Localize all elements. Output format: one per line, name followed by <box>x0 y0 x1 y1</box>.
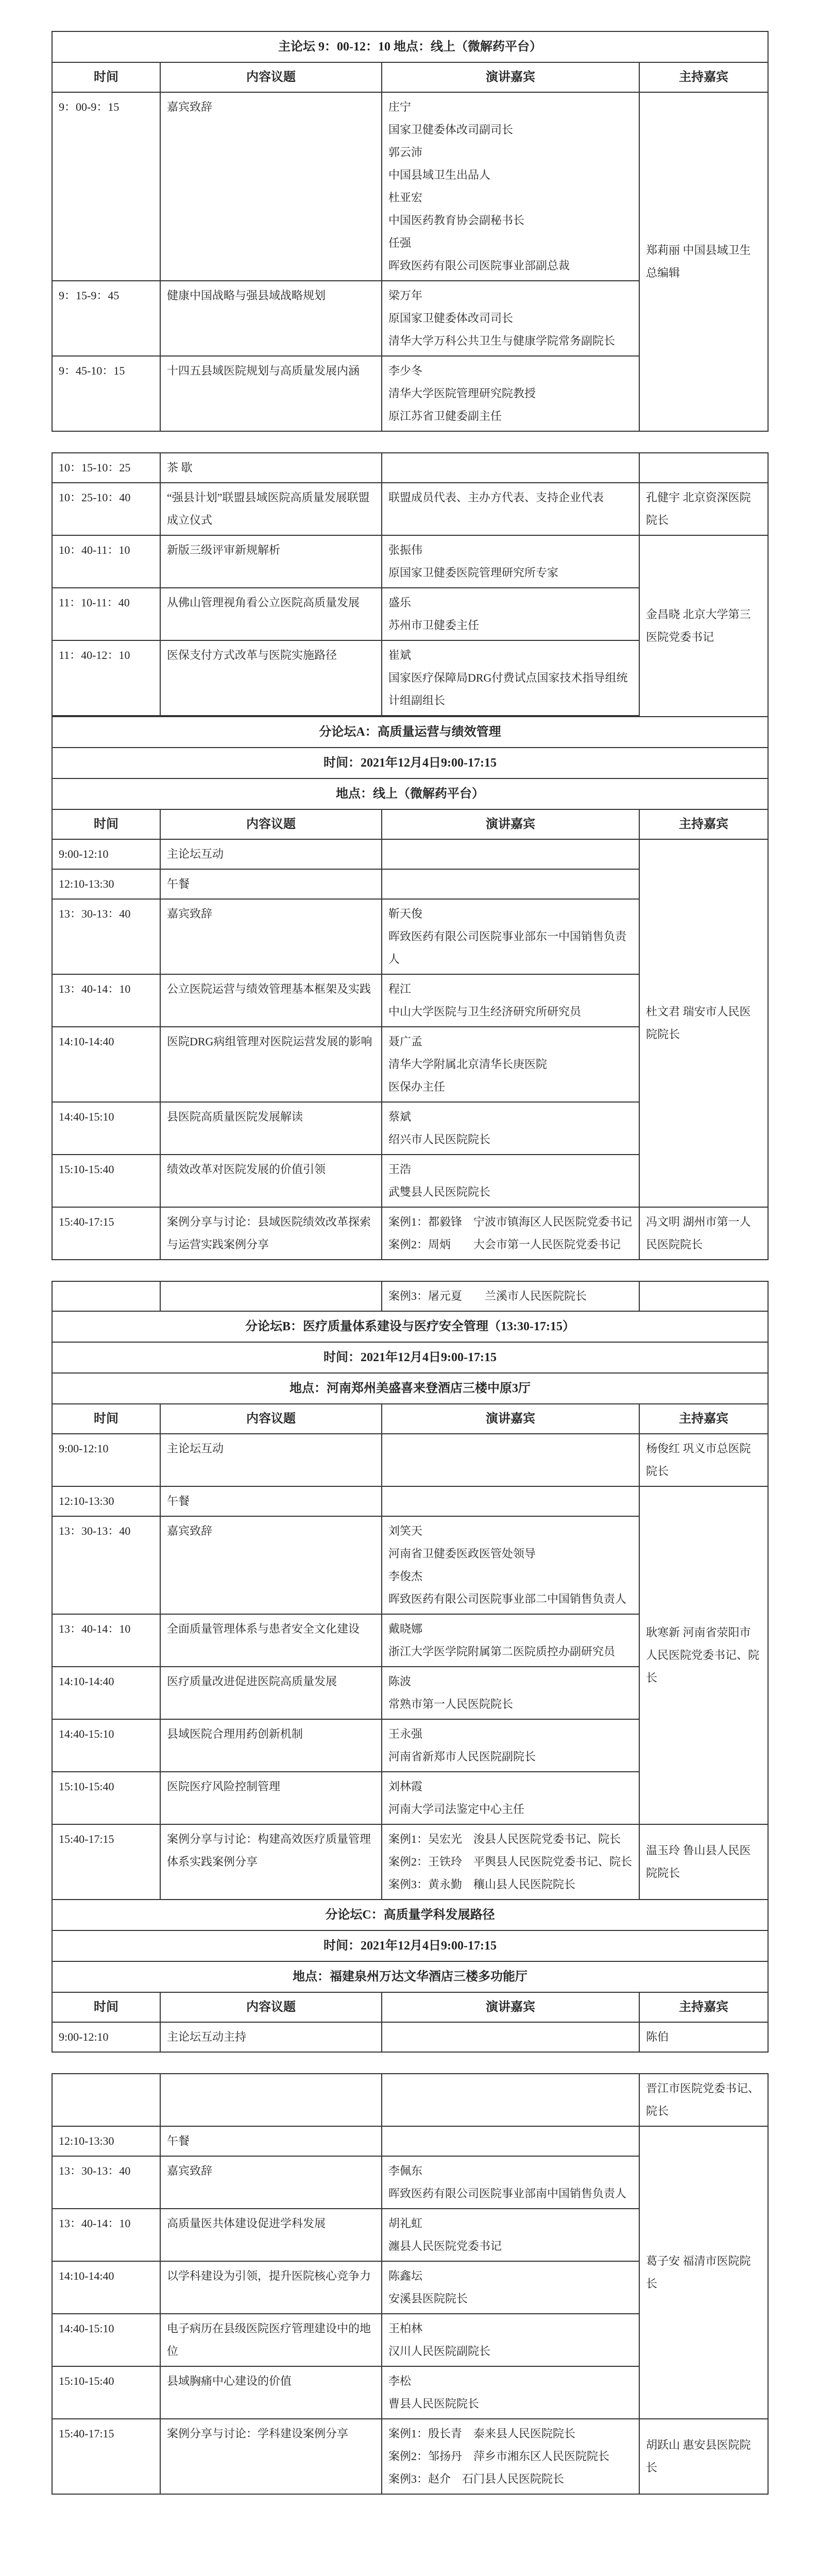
page-gap <box>52 1260 768 1281</box>
col-time: 时间 <box>52 1404 160 1434</box>
row-speaker: 胡礼虹 瀍县人民医院党委书记 <box>382 2209 639 2261</box>
row-speaker: 崔斌 国家医疗保障局DRG付费试点国家技术指导组统计组副组长 <box>382 640 639 716</box>
row-topic: 十四五县域医院规划与高质量发展内涵 <box>160 356 382 431</box>
col-topic: 内容议题 <box>160 1404 382 1434</box>
row-host: 冯文明 湖州市第一人民医院院长 <box>639 1207 768 1260</box>
row-speaker: 案例1：都毅锋 宁波市镇海区人民医院党委书记 案例2：周炳 大会市第一人民医院党委书记 <box>382 1207 639 1260</box>
agenda-page <box>52 31 768 2495</box>
forum-c-time: 时间：2021年12月4日9:00-17:15 <box>52 1930 768 1961</box>
forum-c-title: 分论坛C：高质量学科发展路径 <box>52 1900 768 1930</box>
row-time: 9:00-12:10 <box>52 1434 160 1486</box>
table-row <box>52 1824 768 1900</box>
row-speaker <box>382 869 639 899</box>
row-host: 温玉玲 鲁山县人民医院院长 <box>639 1824 768 1900</box>
row-topic <box>160 1281 382 1311</box>
row-topic: 主论坛互动 <box>160 839 382 869</box>
table-row <box>52 483 768 535</box>
forum-b-title: 分论坛B：医疗质量体系建设与医疗安全管理（13:30-17:15） <box>52 1311 768 1342</box>
table-row <box>52 1207 768 1260</box>
col-host: 主持嘉宾 <box>639 1404 768 1434</box>
row-time: 9:00-12:10 <box>52 2022 160 2052</box>
col-time: 时间 <box>52 809 160 839</box>
row-speaker: 庄宁 国家卫健委体改司副司长 郭云沛 中国县域卫生出品人 杜亚宏 中国医药教育协会副秘书长 任强 晖致医药有限公司医院事业部副总裁 <box>382 92 639 281</box>
col-topic: 内容议题 <box>160 62 382 92</box>
main-forum-title: 主论坛 9：00-12：10 地点：线上（微解药平台） <box>52 31 768 62</box>
row-time: 14:40-15:10 <box>52 2314 160 2366</box>
blank-cell <box>382 2074 639 2126</box>
table-row <box>52 2022 768 2052</box>
row-time: 10：40-11：10 <box>52 535 160 588</box>
row-speaker <box>382 2126 639 2156</box>
row-host: 晋江市医院党委书记、院长 <box>639 2074 768 2126</box>
table-row <box>52 1281 768 1311</box>
forum-b-time: 时间：2021年12月4日9:00-17:15 <box>52 1342 768 1373</box>
row-speaker: 王永强 河南省新郑市人民医院副院长 <box>382 1719 639 1772</box>
row-speaker: 梁万年 原国家卫健委体改司司长 清华大学万科公共卫生与健康学院常务副院长 <box>382 281 639 356</box>
blank-cell <box>52 2074 160 2126</box>
row-speaker: 陈波 常熟市第一人民医院院长 <box>382 1667 639 1719</box>
row-time: 10：15-10：25 <box>52 453 160 483</box>
row-time: 9：15-9：45 <box>52 281 160 356</box>
row-speaker: 李少冬 清华大学医院管理研究院教授 原江苏省卫健委副主任 <box>382 356 639 431</box>
row-time: 15:40-17:15 <box>52 1207 160 1260</box>
forum-b-place: 地点：河南郑州美盛喜来登酒店三楼中原3厅 <box>52 1373 768 1404</box>
row-topic: 茶 歇 <box>160 453 382 483</box>
row-time: 13：30-13：40 <box>52 1516 160 1614</box>
row-host: 杜文君 瑞安市人民医院院长 <box>639 839 768 1207</box>
row-speaker: 盛乐 苏州市卫健委主任 <box>382 588 639 640</box>
row-speaker: 案例3：屠元夏 兰溪市人民医院院长 <box>382 1281 639 1311</box>
row-speaker <box>382 839 639 869</box>
row-time: 15:10-15:40 <box>52 1772 160 1824</box>
col-speaker: 演讲嘉宾 <box>382 1404 639 1434</box>
table-row <box>52 1434 768 1486</box>
forum-a-time: 时间：2021年12月4日9:00-17:15 <box>52 748 768 778</box>
row-time: 10：25-10：40 <box>52 483 160 535</box>
table-row <box>52 92 768 281</box>
table-row <box>52 1486 768 1516</box>
row-speaker: 案例1：殷长青 泰来县人民医院院长 案例2：邹扬丹 萍乡市湘东区人民医院院长 案例3：赵介 石门县人民医院院长 <box>382 2419 639 2494</box>
row-topic: 以学科建设为引领，提升医院核心竞争力 <box>160 2261 382 2314</box>
row-time: 15:10-15:40 <box>52 1155 160 1207</box>
row-speaker: 李佩东 晖致医药有限公司医院事业部南中国销售负责人 <box>382 2156 639 2209</box>
row-host: 孔健宇 北京资深医院院长 <box>639 483 768 535</box>
row-time: 13：40-14：10 <box>52 2209 160 2261</box>
row-time: 12:10-13:30 <box>52 1486 160 1516</box>
col-speaker: 演讲嘉宾 <box>382 62 639 92</box>
page-gap <box>52 432 768 452</box>
forum-a-place: 地点：线上（微解药平台） <box>52 778 768 809</box>
row-speaker: 刘林霞 河南大学司法鉴定中心主任 <box>382 1772 639 1824</box>
row-time <box>52 1281 160 1311</box>
row-topic: 嘉宾致辞 <box>160 1516 382 1614</box>
forum-c-table <box>52 2073 769 2495</box>
row-time: 13：40-14：10 <box>52 1614 160 1667</box>
row-speaker: 张振伟 原国家卫健委医院管理研究所专家 <box>382 535 639 588</box>
table-row <box>52 535 768 588</box>
row-topic: 新版三级评审新规解析 <box>160 535 382 588</box>
row-topic: 嘉宾致辞 <box>160 899 382 974</box>
row-time: 15:40-17:15 <box>52 2419 160 2494</box>
col-time: 时间 <box>52 62 160 92</box>
row-time: 14:40-15:10 <box>52 1719 160 1772</box>
table-row <box>52 2126 768 2156</box>
row-time: 13：30-13：40 <box>52 2156 160 2209</box>
row-time: 13：30-13：40 <box>52 899 160 974</box>
row-topic: 医院医疗风险控制管理 <box>160 1772 382 1824</box>
row-topic: 午餐 <box>160 2126 382 2156</box>
row-topic: 医院DRG病组管理对医院运营发展的影响 <box>160 1027 382 1102</box>
row-topic: 从佛山管理视角看公立医院高质量发展 <box>160 588 382 640</box>
row-time: 14:10-14:40 <box>52 1027 160 1102</box>
row-topic: “强县计划”联盟县域医院高质量发展联盟成立仪式 <box>160 483 382 535</box>
row-topic: 县医院高质量医院发展解读 <box>160 1102 382 1155</box>
row-time: 9：45-10：15 <box>52 356 160 431</box>
row-topic: 午餐 <box>160 1486 382 1516</box>
row-topic: 医疗质量改进促进医院高质量发展 <box>160 1667 382 1719</box>
row-host-empty <box>639 1281 768 1311</box>
row-topic: 案例分享与讨论：构建高效医疗质量管理体系实践案例分享 <box>160 1824 382 1900</box>
row-topic: 绩效改革对医院发展的价值引领 <box>160 1155 382 1207</box>
row-topic: 县域医院合理用药创新机制 <box>160 1719 382 1772</box>
row-topic: 主论坛互动 <box>160 1434 382 1486</box>
row-time: 12:10-13:30 <box>52 2126 160 2156</box>
blank-cell <box>160 2074 382 2126</box>
row-host: 陈伯 <box>639 2022 768 2052</box>
forum-b-table <box>52 1281 769 2053</box>
row-speaker: 王浩 武雙县人民医院院长 <box>382 1155 639 1207</box>
row-speaker <box>382 1486 639 1516</box>
row-topic: 县域胸痛中心建设的价值 <box>160 2366 382 2419</box>
table-row <box>52 2419 768 2494</box>
row-time: 13：40-14：10 <box>52 974 160 1027</box>
row-topic: 嘉宾致辞 <box>160 2156 382 2209</box>
main-forum-table <box>52 31 769 432</box>
row-speaker: 李松 曹县人民医院院长 <box>382 2366 639 2419</box>
row-host: 葛子安 福清市医院院长 <box>639 2126 768 2419</box>
row-speaker: 联盟成员代表、主办方代表、支持企业代表 <box>382 483 639 535</box>
row-topic: 全面质量管理体系与患者安全文化建设 <box>160 1614 382 1667</box>
row-topic: 案例分享与讨论：县域医院绩效改革探索与运营实践案例分享 <box>160 1207 382 1260</box>
row-speaker: 戴晓娜 浙江大学医学院附属第二医院质控办副研究员 <box>382 1614 639 1667</box>
row-time: 15:40-17:15 <box>52 1824 160 1900</box>
col-host: 主持嘉宾 <box>639 1992 768 2022</box>
forum-a-title: 分论坛A：高质量运营与绩效管理 <box>52 717 768 748</box>
col-topic: 内容议题 <box>160 809 382 839</box>
row-topic: 午餐 <box>160 869 382 899</box>
row-speaker <box>382 453 639 483</box>
row-topic: 案例分享与讨论：学科建设案例分享 <box>160 2419 382 2494</box>
row-host: 金昌晓 北京大学第三医院党委书记 <box>639 535 768 717</box>
row-speaker: 案例1：吴宏光 浚县人民医院党委书记、院长 案例2：王铁玲 平舆县人民医院党委书记、院长 案例3：黄永勤 穰山县人民医院院长 <box>382 1824 639 1900</box>
row-time: 14:40-15:10 <box>52 1102 160 1155</box>
row-speaker: 聂广孟 清华大学附属北京清华长庚医院 医保办主任 <box>382 1027 639 1102</box>
row-speaker: 蔡斌 绍兴市人民医院院长 <box>382 1102 639 1155</box>
row-speaker: 陈鑫坛 安溪县医院院长 <box>382 2261 639 2314</box>
page-gap <box>52 2053 768 2073</box>
row-time: 11：10-11：40 <box>52 588 160 640</box>
row-time: 11：40-12：10 <box>52 640 160 716</box>
row-topic: 主论坛互动主持 <box>160 2022 382 2052</box>
row-time: 14:10-14:40 <box>52 1667 160 1719</box>
row-speaker: 靳天俊 晖致医药有限公司医院事业部东一中国销售负责人 <box>382 899 639 974</box>
row-speaker: 王柏林 汉川人民医院副院长 <box>382 2314 639 2366</box>
row-topic: 电子病历在县级医院医疗管理建设中的地位 <box>160 2314 382 2366</box>
row-time: 9：00-9：15 <box>52 92 160 281</box>
row-time: 14:10-14:40 <box>52 2261 160 2314</box>
table-row <box>52 839 768 869</box>
row-topic: 嘉宾致辞 <box>160 92 382 281</box>
row-speaker <box>382 1434 639 1486</box>
col-topic: 内容议题 <box>160 1992 382 2022</box>
col-time: 时间 <box>52 1992 160 2022</box>
col-speaker: 演讲嘉宾 <box>382 809 639 839</box>
row-speaker: 刘笑天 河南省卫健委医政医管处领导 李俊杰 晖致医药有限公司医院事业部二中国销售负责人 <box>382 1516 639 1614</box>
row-speaker <box>382 2022 639 2052</box>
col-speaker: 演讲嘉宾 <box>382 1992 639 2022</box>
row-host: 郑莉丽 中国县域卫生总编辑 <box>639 92 768 431</box>
row-time: 12:10-13:30 <box>52 869 160 899</box>
row-time: 9:00-12:10 <box>52 839 160 869</box>
row-topic: 公立医院运营与绩效管理基本框架及实践 <box>160 974 382 1027</box>
row-topic: 医保支付方式改革与医院实施路径 <box>160 640 382 716</box>
row-speaker: 程江 中山大学医院与卫生经济研究所研究员 <box>382 974 639 1027</box>
main-forum-cont-table <box>52 452 769 1260</box>
col-host: 主持嘉宾 <box>639 62 768 92</box>
row-host-empty <box>639 453 768 483</box>
row-topic: 健康中国战略与强县域战略规划 <box>160 281 382 356</box>
row-host: 耿寒新 河南省荥阳市人民医院党委书记、院长 <box>639 1486 768 1824</box>
row-host: 杨俊红 巩义市总医院院长 <box>639 1434 768 1486</box>
col-host: 主持嘉宾 <box>639 809 768 839</box>
forum-c-place: 地点：福建泉州万达文华酒店三楼多功能厅 <box>52 1961 768 1992</box>
row-time: 15:10-15:40 <box>52 2366 160 2419</box>
table-row <box>52 453 768 483</box>
row-topic: 高质量医共体建设促进学科发展 <box>160 2209 382 2261</box>
row-host: 胡跃山 惠安县医院院长 <box>639 2419 768 2494</box>
